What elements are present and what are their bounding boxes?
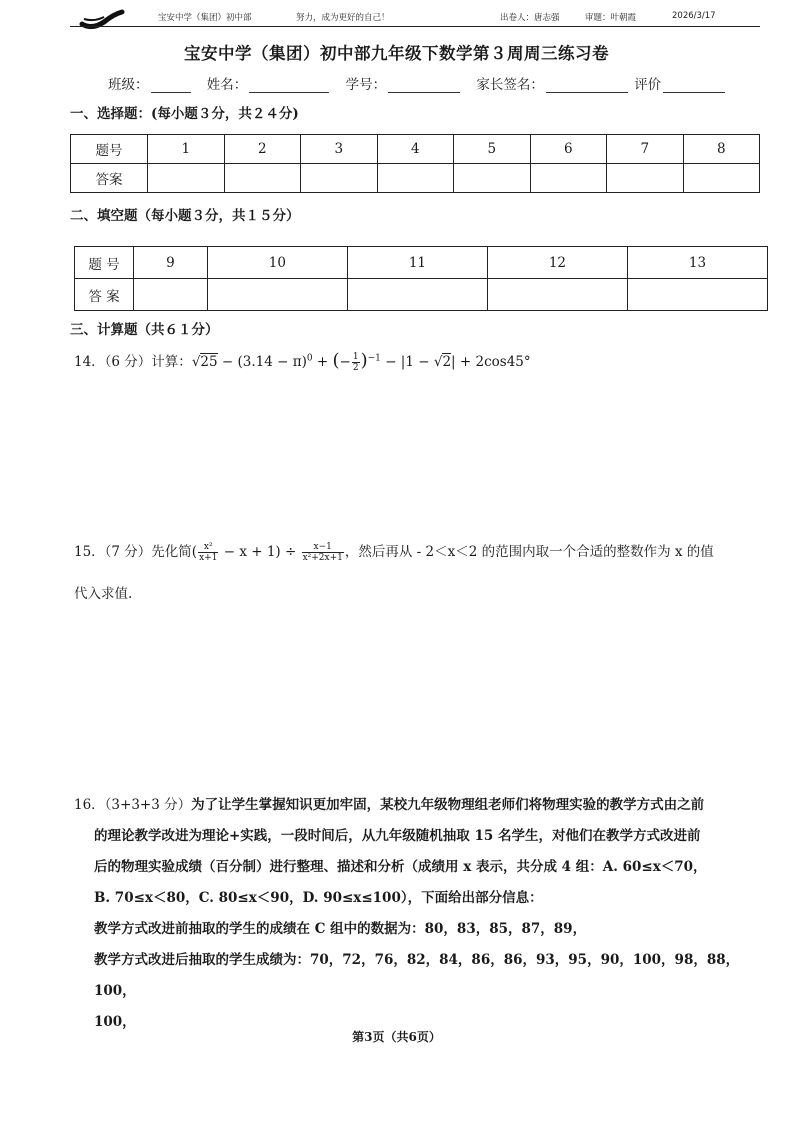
header-motto: 努力，成为更好的自己！ [296,13,390,23]
student-info [108,73,737,93]
name-field[interactable] [249,78,329,93]
question-number: 13 [627,247,767,279]
question-15-line2: 代入求值. [74,586,133,602]
q15-fraction-2 [302,542,344,563]
answer-cell[interactable] [207,279,347,311]
answer-cell[interactable] [683,164,760,193]
question-16 [74,790,774,1038]
question-number: 2 [224,135,301,164]
q14-radicand-25: 25 [200,354,218,370]
section2-heading: 二、填空题（每小题３分，共１５分） [70,208,300,224]
sqrt-sign: √ [191,354,201,370]
header-author: 出卷人：唐志强 [500,13,560,23]
answer-cell[interactable] [148,164,225,193]
answer-cell[interactable] [224,164,301,193]
section1-heading: 一、选择题：(每小题３分，共２４分) [70,106,299,122]
q14-radicand-2: 2 [442,354,452,370]
class-label: 班级： [108,77,149,93]
header-school: 宝安中学（集团）初中部 [158,13,252,23]
name-label: 姓名： [206,77,248,93]
question-number: 4 [377,135,454,164]
sqrt-sign: √ [433,354,443,370]
q15-fraction-1 [198,542,218,563]
fill-answer-table [74,246,768,311]
fraction-denominator: x²+2x+1 [302,553,343,563]
id-label: 学号： [345,77,387,93]
q14-fraction [352,352,360,373]
question-number: 10 [207,247,347,279]
fraction-numerator: x² [198,542,218,553]
q14-term5: | + 2cos45° [451,354,531,370]
class-field[interactable] [151,78,191,93]
row-label: 题号 [71,135,148,164]
fraction-numerator: 1 [352,352,359,362]
fraction-numerator: x−1 [302,542,344,553]
q16-line-1 [74,790,774,821]
parent-sign-label: 家长签名： [476,77,544,93]
answer-cell[interactable] [627,279,767,311]
parent-sign-field[interactable] [546,78,628,93]
section3-heading: 三、计算题（共６１分） [70,322,219,338]
q15-suffix: ，然后再从 - 2＜x＜2 的范围内取一个合适的整数作为 x 的值 [344,544,714,560]
id-field[interactable] [388,78,460,93]
header-reviewer: 审题：叶朝霞 [585,13,637,23]
question-number: 3 [301,135,378,164]
q16-line-3: 后的物理实验成绩（百分制）进行整理、描述和分析（成绩用 x 表示，共分成 4 组：A. 60≤x＜70， [94,859,707,875]
q15-prefix: 15．（7 分）先化简( [74,544,198,560]
header-rule [70,26,760,27]
question-number: 5 [454,135,531,164]
q15-mid: − x + 1) ÷ [219,544,301,560]
fraction-denominator: x+1 [199,553,218,563]
answer-cell[interactable] [530,164,607,193]
question-number: 7 [607,135,684,164]
choice-answer-table [70,134,760,193]
eval-field[interactable] [663,78,725,93]
question-14: 14．（6 分）计算：$√25 - (3.14 - \pi)^0$ + (− $\frac{1}{2}$ )$^{-1}$ − |1 − √2| + 2cos45° [74,350,531,373]
q16-line-6: 教学方式改进后抽取的学生成绩为：70，72，76，82，84，86，86，93，95，90，100，98，88，100， [94,952,740,999]
question-number: 12 [487,247,627,279]
q14-plus: + [312,354,333,370]
answer-cell[interactable] [454,164,531,193]
q14-prefix: 14．（6 分）计算： [74,354,192,370]
answer-cell[interactable] [347,279,487,311]
question-number: 8 [683,135,760,164]
q16-prefix: 16．（3+3+3 分） [74,797,192,813]
question-number: 9 [134,247,208,279]
q14-exp-zero: 0 [306,353,313,364]
eval-label: 评价 [634,77,662,93]
answer-cell[interactable] [377,164,454,193]
question-15 [74,540,714,563]
answer-cell[interactable] [487,279,627,311]
fraction-denominator: 2 [352,363,359,373]
answer-cell[interactable] [607,164,684,193]
q14-term2: − (3.14 − π) [217,354,307,370]
page-title: 宝安中学（集团）初中部九年级下数学第３周周三练习卷 [184,44,609,63]
paren: ( [332,350,340,371]
paren: ) [360,350,368,371]
q16-line-7: 100， [94,1014,136,1030]
question-number: 11 [347,247,487,279]
q16-line1-text: 为了让学生掌握知识更加牢固，某校九年级物理组老师们将物理实验的教学方式由之前 [191,797,705,813]
q14-term4: − |1 − [380,354,434,370]
question-number: 1 [148,135,225,164]
q14-exp-neg1: −1 [367,353,381,364]
q16-line-2: 的理论教学改进为理论+实践，一段时间后，从九年级随机抽取 15 名学生，对他们在教学方式改进前 [94,828,701,844]
q16-line-4: B. 70≤x＜80，C. 80≤x＜90，D. 90≤x≤100），下面给出部分信息： [94,890,543,906]
row-label: 答案 [71,164,148,193]
answer-cell[interactable] [134,279,208,311]
answer-cell[interactable] [301,164,378,193]
header-date: 2026/3/17 [672,11,716,21]
page-footer: 第3页（共6页） [352,1030,441,1044]
question-number: 6 [530,135,607,164]
row-label: 答 案 [75,279,134,311]
row-label: 题 号 [75,247,134,279]
q16-line-5: 教学方式改进前抽取的学生的成绩在 C 组中的数据为：80，83，85，87，89， [94,921,587,937]
